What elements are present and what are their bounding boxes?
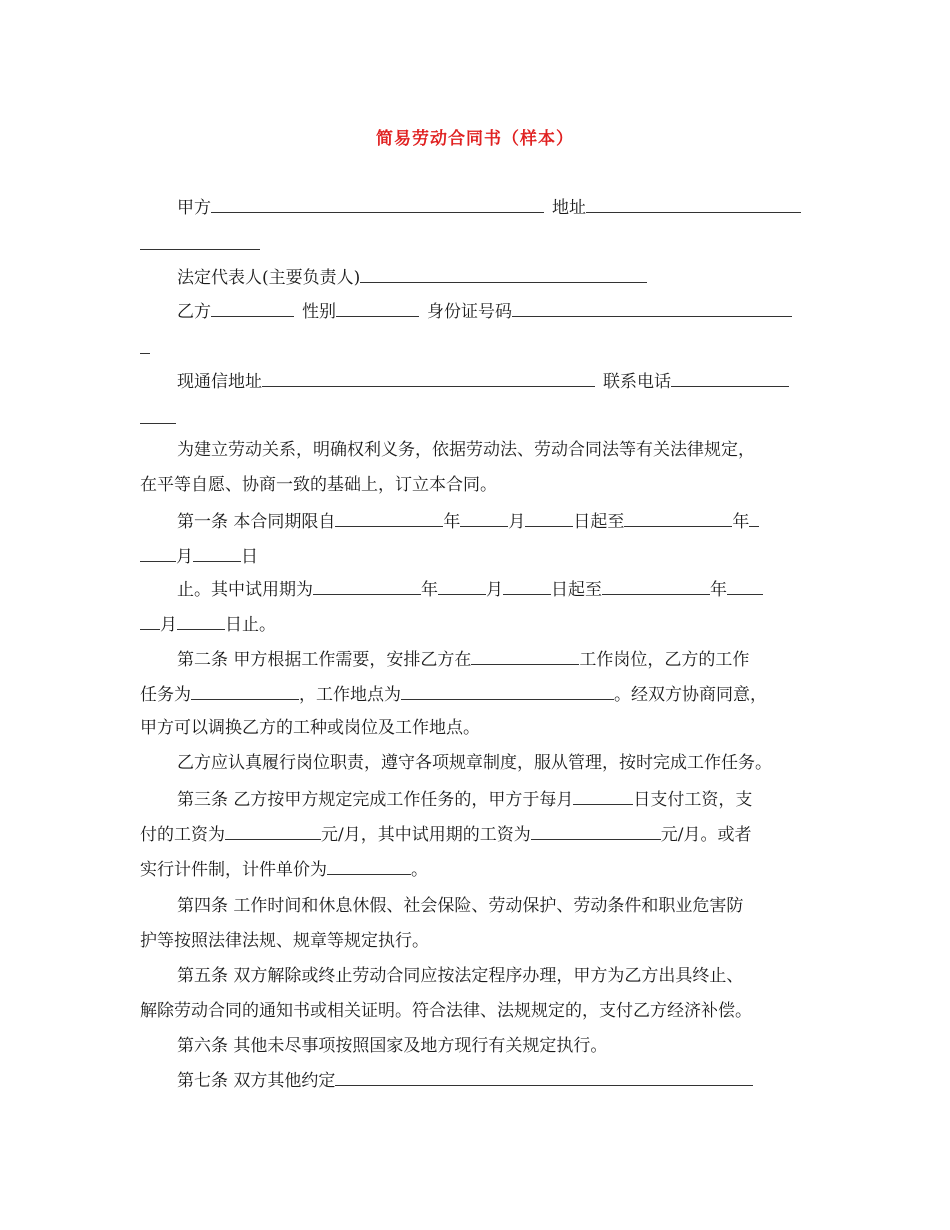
contact-address-label: 现通信地址 [177,372,262,392]
day-from-label: 日起至 [573,512,625,532]
salary-blank[interactable] [225,823,321,840]
article-1-text: 第一条 本合同期限自 [177,512,336,532]
start-year-blank[interactable] [335,510,443,527]
article-4-line-1: 第四条 工作时间和休息休假、社会保险、劳动保护、劳动条件和职业危害防 [177,896,744,916]
probation-text: 止。其中试用期为 [177,580,313,600]
end-year-blank[interactable] [624,510,732,527]
party-a-label: 甲方 [177,198,211,218]
party-a-blank[interactable] [211,196,544,213]
task-blank[interactable] [191,683,299,700]
article-3-line-1 [177,788,752,810]
article-3-line-3 [140,858,428,880]
contact-address-blank[interactable] [262,370,595,387]
article-1-line-2 [140,545,258,567]
phone-blank[interactable] [671,370,789,387]
article-3-text: 第三条 乙方按甲方规定完成工作任务的，甲方于每月 [177,790,574,810]
probation-start-year-blank[interactable] [313,578,421,595]
id-continuation [140,337,150,359]
party-b-label: 乙方 [177,302,211,322]
article-2-line-4: 乙方应认真履行岗位职责，遵守各项规章制度，服从管理，按时完成工作任务。 [177,753,772,773]
article-3-text-b: 日支付工资，支 [633,790,753,810]
piece-rate-blank[interactable] [327,858,411,875]
year-label: 年 [732,512,750,532]
article-3-end: 。 [411,860,428,880]
workplace-blank[interactable] [401,683,614,700]
article-2-text: 第二条 甲方根据工作需要，安排乙方在 [177,650,472,670]
other-agreements-blank[interactable] [335,1069,753,1086]
month-label: 月 [486,580,503,600]
month-label: 月 [508,512,526,532]
probation-end-year-blank[interactable] [602,578,710,595]
probation-start-month-blank[interactable] [438,578,486,595]
party-b-line [177,300,792,322]
legal-rep-line [177,266,647,288]
article-2-line-2 [140,683,767,705]
article-1-line-3 [177,578,763,600]
end-month-blank-cont[interactable] [140,545,176,562]
year-label: 年 [443,512,461,532]
day-from-label: 日起至 [551,580,602,600]
piece-rate-label: 实行计件制，计件单价为 [140,860,327,880]
address-blank-cont[interactable] [140,233,260,250]
day-until-label: 日止。 [225,615,276,635]
legal-rep-label: 法定代表人(主要负责人) [177,268,361,288]
year-label: 年 [421,580,438,600]
phone-continuation [140,407,176,429]
probation-salary-label: 元/月，其中试用期的工资为 [321,825,531,845]
article-2-text-e: 。经双方协商同意， [614,685,767,705]
article-7-text: 第七条 双方其他约定 [177,1071,336,1091]
day-label: 日 [241,547,258,567]
salary-label: 付的工资为 [140,825,225,845]
party-b-blank[interactable] [211,300,294,317]
start-month-blank[interactable] [460,510,508,527]
address-label: 地址 [552,198,586,218]
probation-salary-blank[interactable] [531,823,661,840]
article-6-line: 第六条 其他未尽事项按照国家及地方现行有关规定执行。 [177,1036,608,1056]
task-label: 任务为 [140,685,191,705]
article-4-line-2: 护等按照法律法规、规章等规定执行。 [140,931,429,951]
year-label: 年 [710,580,727,600]
legal-rep-blank[interactable] [360,266,647,283]
article-5-line-2: 解除劳动合同的通知书或相关证明。符合法律、法规规定的，支付乙方经济补偿。 [140,1001,752,1021]
article-7-line [177,1069,753,1091]
probation-end-month-blank[interactable] [727,578,763,595]
article-5-line-1: 第五条 双方解除或终止劳动合同应按法定程序办理，甲方为乙方出具终止、 [177,966,744,986]
end-day-blank[interactable] [193,545,241,562]
workplace-label: ，工作地点为 [299,685,401,705]
start-day-blank[interactable] [525,510,573,527]
contact-line [177,370,789,392]
article-2-line-3: 甲方可以调换乙方的工种或岗位及工作地点。 [140,718,480,738]
article-1-line-4 [140,613,276,635]
address-blank[interactable] [586,196,801,213]
month-label: 月 [176,547,193,567]
gender-blank[interactable] [336,300,419,317]
address-continuation [140,233,260,255]
document-title: 简易劳动合同书（样本） [376,129,574,149]
preamble-line-2: 在平等自愿、协商一致的基础上，订立本合同。 [140,475,497,495]
pay-day-blank[interactable] [573,788,633,805]
id-number-blank-cont[interactable] [140,337,150,354]
preamble-line-1: 为建立劳动关系，明确权利义务，依据劳动法、劳动合同法等有关法律规定， [177,440,755,460]
month-label: 月 [160,615,177,635]
gender-label: 性别 [302,302,336,322]
article-2-line-1 [177,648,749,670]
probation-start-day-blank[interactable] [503,578,551,595]
end-month-blank[interactable] [749,510,759,527]
probation-end-month-blank-cont[interactable] [140,613,160,630]
article-3-text-e: 元/月。或者 [660,825,752,845]
phone-blank-cont[interactable] [140,407,176,424]
position-blank[interactable] [471,648,579,665]
probation-end-day-blank[interactable] [177,613,225,630]
id-number-label: 身份证号码 [427,302,512,322]
phone-label: 联系电话 [603,372,671,392]
article-3-line-2 [140,823,751,845]
article-2-text-b: 工作岗位，乙方的工作 [579,650,750,670]
id-number-blank[interactable] [512,300,792,317]
article-1-line-1 [177,510,759,532]
party-a-line [177,196,801,218]
